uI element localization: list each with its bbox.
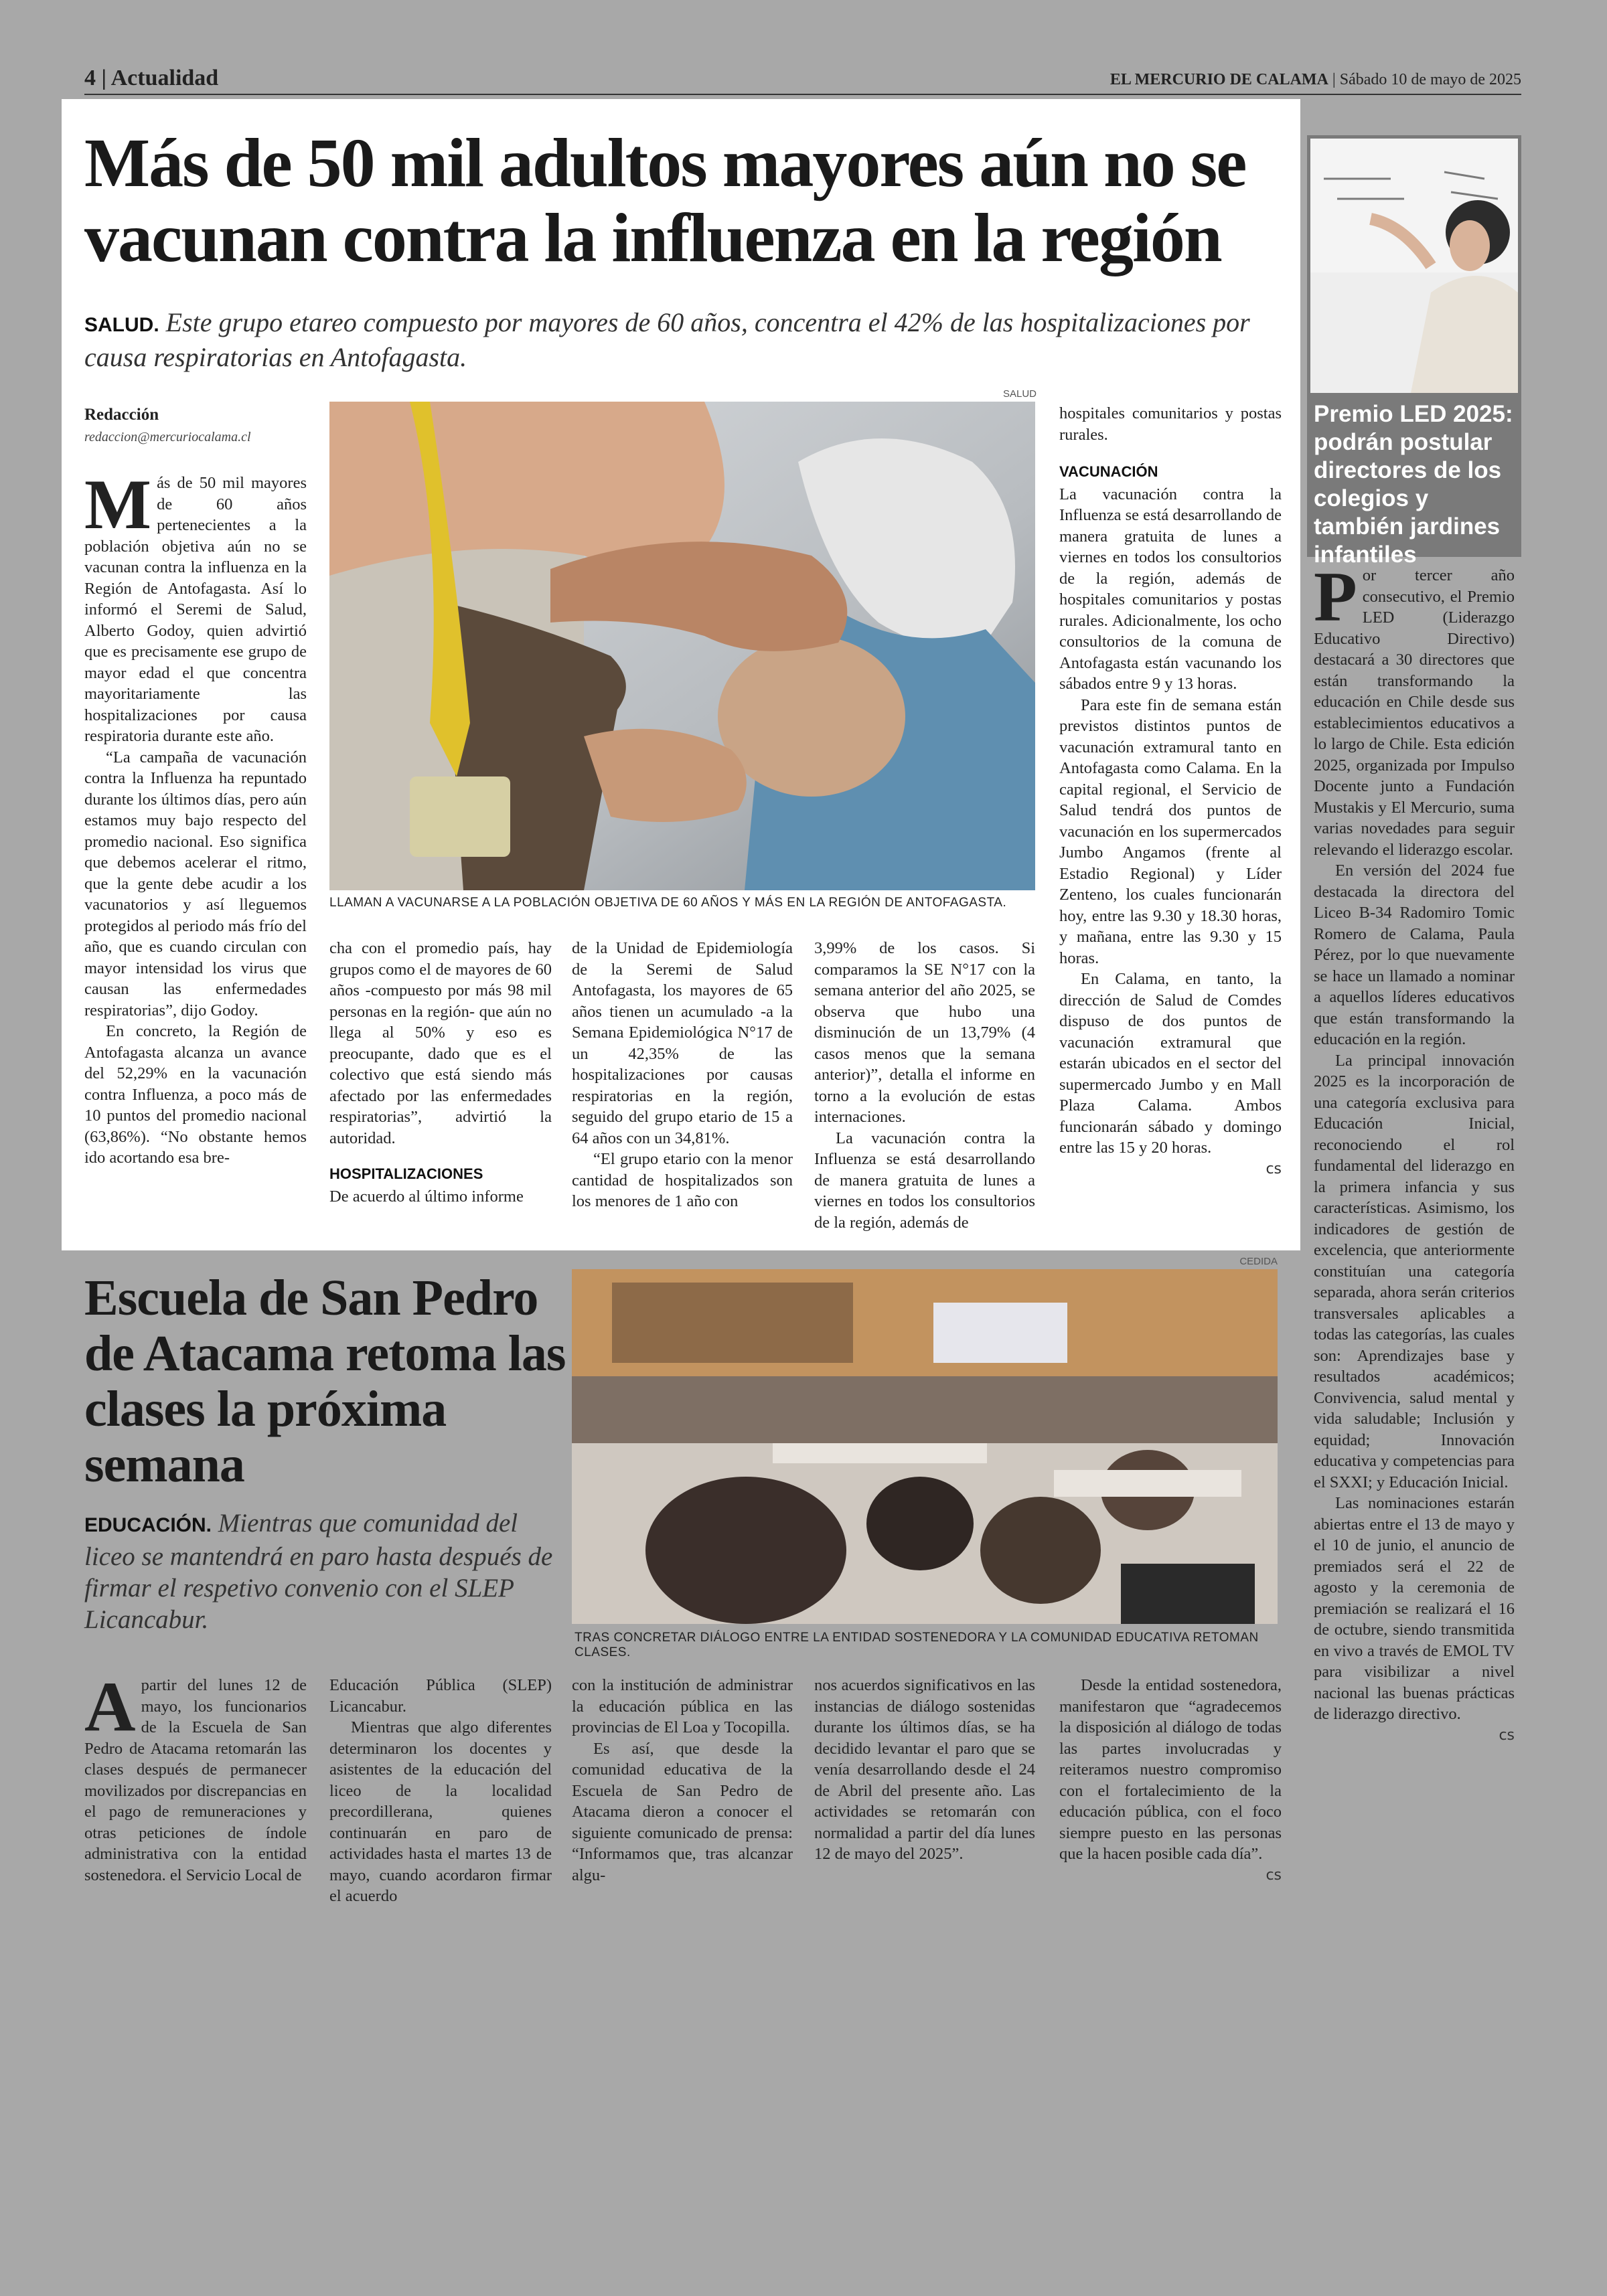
main-headline: Más de 50 mil adultos mayores aún no se vacunan contra la influenza en la región — [84, 125, 1246, 276]
main-col5-p3: Para este fin de semana están previstos distintos puntos de vacunación extramural tanto en Antofagasta como Calama. En la capital regional, el Servicio de Salud tendrá dos puntos de vacunación en los supermercados Jumbo Angamos (frente al Estadio Regional) y Líder Zenteno, los cuales funcionarán hoy, entre las 9.30 y 18.30 horas, y mañana, entre las 9.30 y 15 horas. — [1059, 695, 1282, 967]
second-col-2 — [329, 1675, 552, 1907]
main-col5-p4: En Calama, en tanto, la dirección de Salud de Comdes dispuso de dos puntos de vacunación extramural que estarán ubicados en el sector del supermercado Jumbo y en Mall Plaza Calama. Ambos funcionarán sábado y domingo entre las 15 y 20 horas. — [1059, 970, 1282, 1157]
sidebar-photo — [1310, 139, 1518, 393]
main-col5-p1: hospitales comunitarios y postas rurales. — [1059, 404, 1282, 444]
end-mark-icon: cs — [1266, 1160, 1282, 1177]
main-col2-p1: cha con el promedio país, hay grupos como el de mayores de 60 años -compuesto por más 98 mil personas en la región- que aún no llega al 50% y eso es preocupante, dado que es el colectivo que está siendo más afectado por las enfermedades respiratorias”, advirtió la autoridad. — [329, 939, 552, 1147]
author-email: redaccion@mercuriocalama.cl — [84, 430, 251, 444]
main-col-3 — [572, 938, 793, 1212]
subhead-vacunacion: VACUNACIÓN — [1059, 463, 1158, 480]
second-col2-p1: Educación Pública (SLEP) Licancabur. — [329, 1676, 552, 1716]
sidebar-body — [1314, 558, 1515, 1746]
main-col1-p3: En concreto, la Región de Antofagasta alcanza un avance del 52,29% en la vacunación contra Influenza, a poco más de 10 puntos del promedio nacional (63,86%). “No obstante hemos ido acortando esa bre- — [84, 1022, 307, 1167]
subhead-hospitalizaciones: HOSPITALIZACIONES — [329, 1165, 483, 1182]
main-col3-p2: “El grupo etario con la menor cantidad de hospitalizados son los menores de 1 año con — [572, 1150, 793, 1210]
second-col5-p1: Desde la entidad sostenedora, manifestaron que “agradecemos la disposición al diálogo de todas las partes involucradas y reiteramos nuestro compromiso con el fortalecimiento de la educación pública, con el foco siempre puesto en las personas que la hacen posible cada día”. — [1059, 1676, 1282, 1863]
sidebar-title: Premio LED 2025: podrán postular directores de los colegios y también jardines infantiles — [1314, 401, 1513, 568]
dropcap: M — [84, 465, 152, 544]
main-col3-p1: de la Unidad de Epidemiología de la Seremi de Salud Antofagasta, los mayores de 65 años tienen un acumulado -a la Semana Epidemiológica N°17 de un 42,35% de las hospitalizaciones por causas respiratorias en la región, seguido del grupo etario de 15 a 64 años con un 34,81%. — [572, 939, 793, 1147]
second-col1-p1: Apartir del lunes 12 de mayo, los funcionarios de la Escuela de San Pedro de Atacama retomarán las clases después de permanecer movilizados por discrepancias en el pago de remuneraciones y otras peticiones de índole administrativa con la entidad sostenedora. el Servicio Local de — [84, 1667, 307, 1884]
second-col-5 — [1059, 1675, 1282, 1886]
main-col-5 — [1059, 403, 1282, 1179]
second-end-mark-icon: cs — [1266, 1866, 1282, 1884]
second-deck: EDUCACIÓN. Mientras que comunidad del liceo se mantendrá en paro hasta después de firmar el respetivo convenio con el SLEP Licancabur. — [84, 1509, 553, 1634]
vaccination-photo — [329, 402, 1035, 890]
section-label: 4 | Actualidad — [84, 66, 219, 90]
sidebar-dropcap: P — [1314, 558, 1357, 636]
second-col2-p2: Mientras que algo diferentes determinaron los docentes y asistentes de la educación del liceo de la localidad precordillerana, quienes continuarán en paro de actividades hasta el martes 13 de mayo, cuando acordaron firmar el acuerdo — [329, 1718, 552, 1905]
publication-line: EL MERCURIO DE CALAMA | Sábado 10 de mayo de 2025 — [1109, 71, 1521, 88]
sidebar-end-mark-icon: cs — [1499, 1726, 1515, 1744]
main-col-1 — [84, 465, 307, 1169]
main-col1-p1: Más de 50 mil mayores de 60 años pertenecientes a la población objetiva aún no se vacunan contra la influenza en la Región de Antofagasta. Así lo informó el Seremi de Salud, Alberto Godoy, quien advirtió que es precisamente ese grupo de mayor edad el que concentra mayoritariamente las hospitalizaciones por causa respiratoria durante este año. — [84, 465, 307, 745]
second-col-3 — [572, 1675, 793, 1886]
second-col-4 — [814, 1675, 1035, 1865]
second-photo-caption: TRAS CONCRETAR DIÁLOGO ENTRE LA ENTIDAD SOSTENEDORA Y LA COMUNIDAD EDUCATIVA RETOMAN CLASES. — [575, 1631, 1259, 1659]
sidebar-p2: En versión del 2024 fue destacada la directora del Liceo B-34 Radomiro Tomic Romero de Calama, Paula Pérez, por lo que nuevamente se hace un llamado a nominar a aquellos líderes educativos que están transformando la educación en la región. — [1314, 862, 1515, 1048]
sidebar-p3: La principal innovación 2025 es la incorporación de una categoría exclusiva para Educación Inicial, reconociendo el rol fundamental del liderazgo en la primera infancia y sus características. Asimismo, los indicadores de gestión de excelencia, que anteriormente constituían una categoría separada, ahora serán criterios transversales aplicables a todas las categorías, las cuales son: Aprendizajes base y resultados académicos; Convivencia, salud mental y vida saludable; Inclusión y equidad; Innovación educativa y competencias para el SXXI; y Educación Inicial. — [1314, 1051, 1515, 1491]
second-dropcap: A — [84, 1667, 136, 1746]
sidebar-p1: Por tercer año consecutivo, el Premio LED (Liderazgo Educativo Directivo) destacará a 30 directores que están transformando la educación en Chile desde sus establecimientos educativos a lo largo de Chile. Esta edición 2025, organizada por Impulso Docente junto a Fundación Mustakis y El Mercurio, suma varias novedades para seguir relevando el liderazgo escolar. — [1314, 558, 1515, 859]
main-deck: SALUD. Este grupo etareo compuesto por mayores de 60 años, concentra el 42% de las hospitalizaciones por causa respiratorias en Antofagasta. — [84, 307, 1250, 372]
main-col-4 — [814, 938, 1035, 1233]
classroom-photo — [572, 1269, 1278, 1624]
main-col4-p1: 3,99% de los casos. Si comparamos la SE N°17 con la semana anterior del año 2025, se observa que hubo una disminución de un 13,79% (4 casos menos que la semana anterior)”, detalla el informe en torno a la evolución de estas internaciones. — [814, 939, 1035, 1126]
second-col3-p2: Es así, que desde la comunidad educativa de la Escuela de San Pedro de Atacama dieron a conocer el siguiente comunicado de prensa: “Informamos que, tras alcanzar algu- — [572, 1739, 793, 1884]
main-col4-p2: La vacunación contra la Influenza se está desarrollando de manera gratuita de lunes a viernes en todos los consultorios de la región, además de — [814, 1129, 1035, 1232]
second-headline: Escuela de San Pedro de Atacama retoma las clases la próxima semana — [84, 1270, 566, 1493]
main-col1-p2: “La campaña de vacunación contra la Influenza ha repuntado durante los últimos días, pero aún estamos muy bajo respecto del promedio nacional. Eso significa que debemos acelerar el ritmo, que la gente debe acudir a los vacunatorios y así lleguemos protegidos al periodo más frío del año, que es cuando circulan con mayor intensidad los virus que causan las enfermedades respiratorias”, dijo Godoy. — [84, 748, 307, 1019]
author-name: Redacción — [84, 406, 159, 424]
second-col3-p1: con la institución de administrar la educación pública en las provincias de El Loa y Tocopilla. — [572, 1676, 793, 1736]
main-col2-p2: De acuerdo al último informe — [329, 1187, 524, 1206]
photo-credit: SALUD — [1002, 388, 1037, 400]
second-col4-p1: nos acuerdos significativos en las instancias de diálogo sostenidas durante los últimos días, se ha decidido levantar el paro que se venía desarrollando desde el 24 de Abril del presente año. Las actividades se retomarán con normalidad a partir del día lunes 12 de mayo del 2025”. — [814, 1676, 1035, 1863]
sidebar-p4: Las nominaciones estarán abiertas entre el 13 de mayo y el 10 de junio, el anuncio de premiados será el 22 de agosto y la ceremonia de premiación se realizará el 16 de octubre, siendo transmitida en vivo a través de EMOL TV para visibilizar a nivel nacional las buenas prácticas de liderazgo directivo. — [1314, 1494, 1515, 1723]
main-photo-caption: LLAMAN A VACUNARSE A LA POBLACIÓN OBJETIVA DE 60 AÑOS Y MÁS EN LA REGIÓN DE ANTOFAGASTA. — [329, 896, 1007, 910]
second-photo-credit: CEDIDA — [1239, 1256, 1278, 1267]
main-col5-p2: La vacunación contra la Influenza se está desarrollando de manera gratuita de lunes a viernes en todos los consultorios de la región, además de hospitales comunitarios y postas rurales. Adicionalmente, los ocho consultorios de la comuna de Antofagasta están vacunando los sábados entre 9 y 13 horas. — [1059, 485, 1282, 693]
main-col-2 — [329, 938, 552, 1207]
second-col-1 — [84, 1667, 307, 1886]
sidebar-header — [1307, 135, 1521, 568]
masthead — [84, 64, 1521, 95]
